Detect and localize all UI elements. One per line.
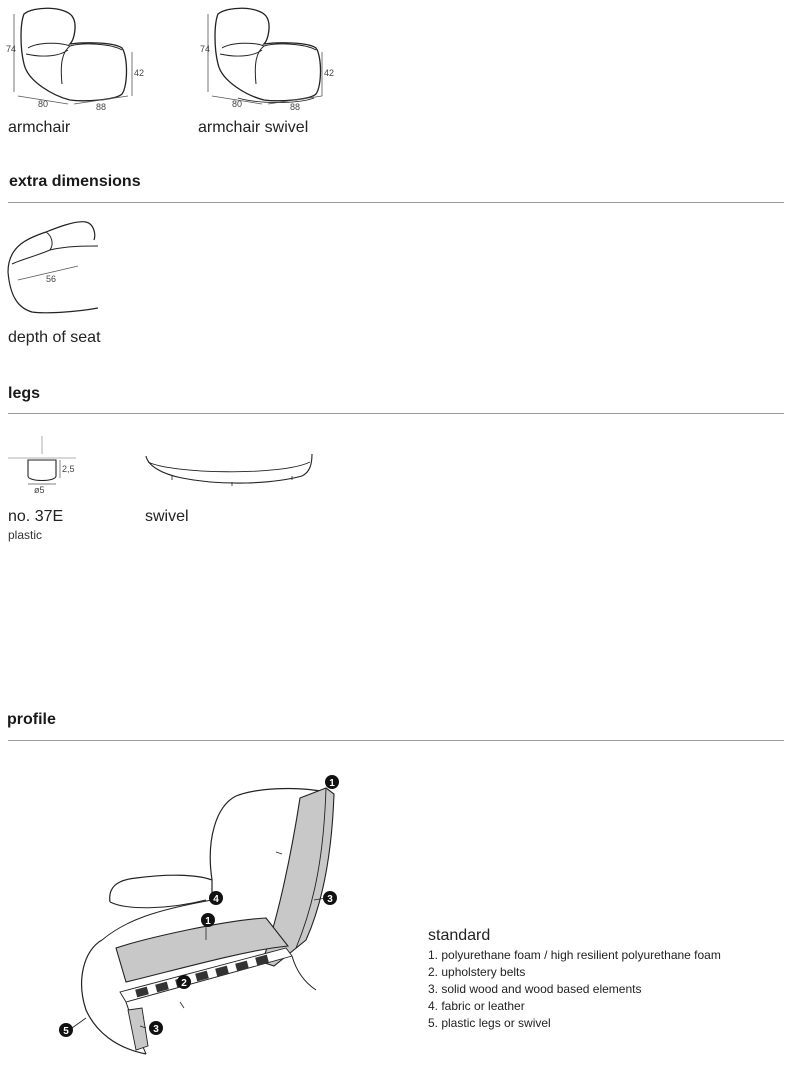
section-divider [8,202,784,203]
armchair-swivel-drawing [198,4,348,114]
armchair-width-dim: 80 [38,99,49,109]
svg-text:4: 4 [213,894,219,905]
section-title-profile: profile [7,711,56,728]
profile-marker-5 [59,1023,73,1037]
leg-height-dim: 2,5 [62,464,75,474]
armchair-seat-height-dim: 42 [134,68,145,78]
profile-marker-1-seat [201,913,215,927]
section-title-legs: legs [8,385,41,402]
standard-item: 4. fabric or leather [428,999,525,1013]
leg-diameter-dim: ø5 [34,485,45,495]
swivel-seat-height-dim: 42 [324,68,335,78]
svg-text:3: 3 [327,894,333,905]
depth-of-seat-label: depth of seat [8,329,101,346]
seat-depth-dim: 56 [46,274,57,284]
standard-item: 1. polyurethane foam / high resilient polyurethane foam [428,948,721,962]
leg-37e-drawing [6,436,86,496]
armchair-height-dim: 74 [6,44,17,54]
standard-item: 2. upholstery belts [428,965,526,979]
svg-text:1: 1 [329,778,335,789]
svg-text:1: 1 [205,916,211,927]
seat-depth-drawing [6,216,106,316]
swivel-depth-dim: 88 [290,102,301,112]
armchair-depth-dim: 88 [96,102,107,112]
profile-marker-2 [177,975,191,989]
leg-37e-label: no. 37E [8,508,64,525]
armchair-label: armchair [8,119,71,136]
leg-37e-material: plastic [8,528,43,542]
profile-marker-3-front [149,1021,163,1035]
profile-marker-4 [209,891,223,905]
profile-marker-1-top [325,775,339,789]
standard-item: 3. solid wood and wood based elements [428,982,642,996]
swivel-height-dim: 74 [200,44,211,54]
section-divider [8,740,784,741]
swivel-width-dim: 80 [232,99,243,109]
profile-drawing [56,770,386,1070]
svg-text:3: 3 [153,1024,159,1035]
armchair-swivel-label: armchair swivel [198,119,309,136]
svg-text:2: 2 [181,978,187,989]
section-title-extra-dimensions: extra dimensions [9,173,141,190]
standard-item: 5. plastic legs or swivel [428,1016,551,1030]
profile-marker-3-back [323,891,337,905]
svg-text:5: 5 [63,1026,69,1037]
standard-list [428,947,721,1032]
section-divider [8,413,784,414]
swivel-base-drawing [142,446,322,496]
armchair-drawing [4,4,154,114]
swivel-label: swivel [145,508,189,525]
standard-title: standard [428,927,491,944]
